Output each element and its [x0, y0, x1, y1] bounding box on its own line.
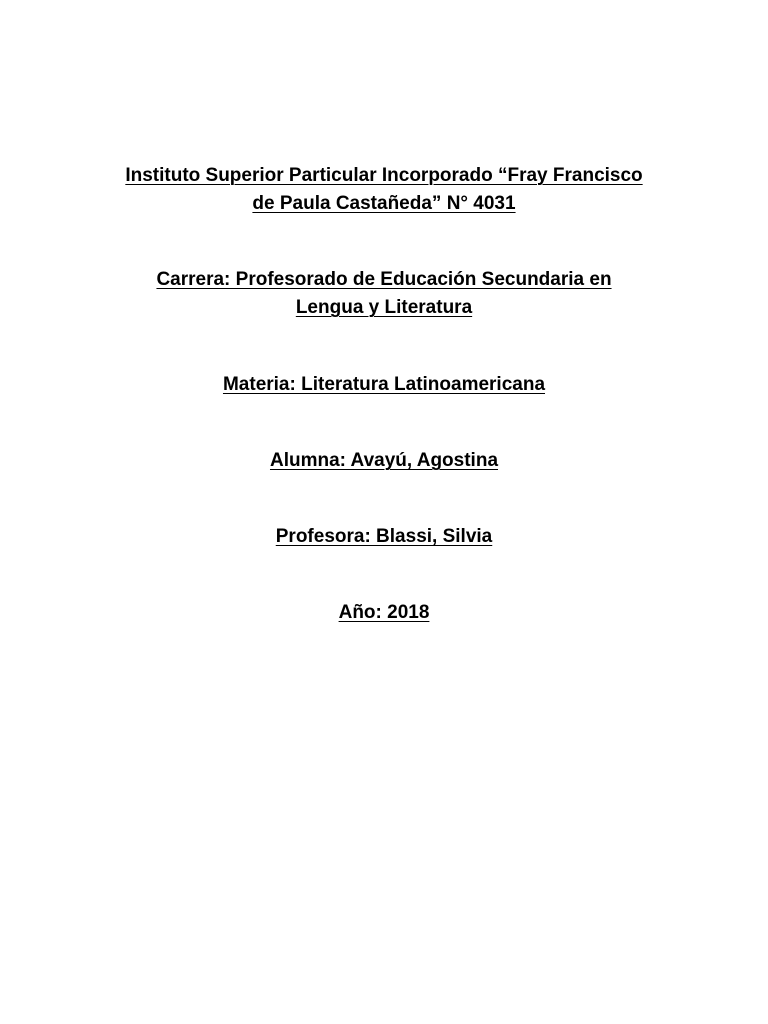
- professor-line: Profesora: Blassi, Silvia: [275, 526, 493, 547]
- career-title: [96, 266, 672, 322]
- year-line: Año: 2018: [338, 602, 430, 623]
- institute-name: [96, 162, 672, 218]
- career-title-line-2: Lengua y Literatura: [295, 297, 473, 318]
- institute-name-line-1: Instituto Superior Particular Incorporado “Fray Francisco: [125, 165, 643, 186]
- subject-line: Materia: Literatura Latinoamericana: [222, 374, 546, 395]
- institute-name-line-2: de Paula Castañeda” N° 4031: [252, 193, 516, 214]
- student-line: Alumna: Avayú, Agostina: [269, 450, 499, 471]
- career-title-line-1: Carrera: Profesorado de Educación Secundaria en: [156, 269, 612, 290]
